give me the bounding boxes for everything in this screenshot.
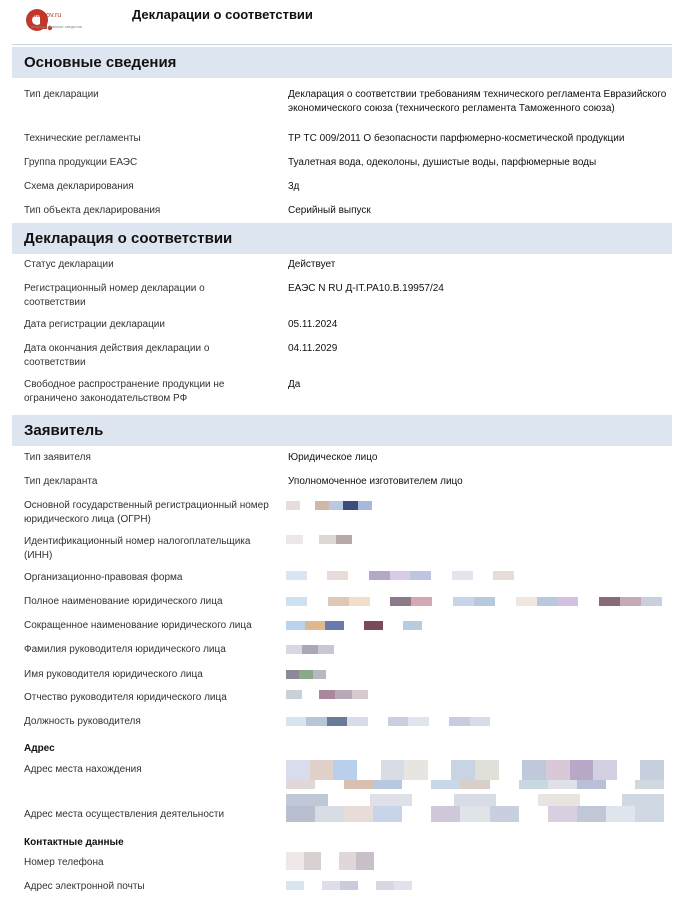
redacted-short-name [286, 621, 422, 630]
logo-subtext: аккредитованные сведения [31, 24, 82, 29]
label-activity-address: Адрес места осуществления деятельности [24, 809, 225, 820]
value-registration-number: ЕАЭС N RU Д-IT.PA10.B.19957/24 [288, 283, 444, 294]
label-head-surname: Фамилия руководителя юридического лица [24, 644, 226, 655]
label-full-name: Полное наименование юридического лица [24, 596, 223, 607]
label-registration-number: Регистрационный номер декларации о соответствии [24, 283, 205, 308]
section-applicant-header: Заявитель [12, 415, 672, 446]
value-declaration-scheme: 3д [288, 181, 300, 192]
redacted-email [286, 881, 412, 890]
redacted-head-patronymic [286, 690, 368, 699]
redacted-legal-form [286, 571, 514, 580]
value-registration-date: 05.11.2024 [288, 319, 338, 330]
value-tech-regulations: ТР ТС 009/2011 О безопасности парфюмерно-косметической продукции [288, 133, 625, 144]
value-applicant-type: Юридическое лицо [288, 452, 378, 463]
label-inn: Идентификационный номер налогоплательщика (ИНН) [24, 536, 251, 561]
value-product-group: Туалетная вода, одеколоны, душистые воды, парфюмерные воды [288, 157, 597, 168]
subheading-contacts: Контактные данные [24, 837, 124, 848]
label-declaration-type: Тип декларации [24, 89, 99, 100]
redacted-head-position [286, 717, 490, 726]
label-applicant-type: Тип заявителя [24, 452, 91, 463]
label-object-type: Тип объекта декларирования [24, 205, 161, 216]
redacted-full-name [286, 597, 662, 606]
value-declarant-type: Уполномоченное изготовителем лицо [288, 476, 463, 487]
label-head-position: Должность руководителя [24, 716, 141, 727]
value-expiry-date: 04.11.2029 [288, 343, 338, 354]
page-header [0, 0, 693, 44]
page-title: Декларации о соответствии [132, 7, 313, 22]
label-phone: Номер телефона [24, 857, 104, 868]
redacted-location-address-line2 [286, 780, 664, 790]
redacted-ogrn [286, 501, 372, 510]
value-declaration-status: Действует [288, 259, 336, 270]
value-free-distribution: Да [288, 379, 301, 390]
redacted-phone [286, 852, 374, 870]
redacted-location-address-line1 [286, 760, 664, 780]
label-head-patronymic: Отчество руководителя юридического лица [24, 692, 227, 703]
label-registration-date: Дата регистрации декларации [24, 319, 165, 330]
label-tech-regulations: Технические регламенты [24, 133, 141, 144]
redacted-head-surname [286, 645, 334, 654]
value-object-type: Серийный выпуск [288, 205, 371, 216]
label-declarant-type: Тип декларанта [24, 476, 98, 487]
section-declaration-header: Декларация о соответствии [12, 223, 672, 254]
header-divider [12, 44, 672, 45]
value-declaration-type: Декларация о соответствии требованиям технического регламента Евразийского экономического союза (технического регламента Таможенного союза) [288, 89, 667, 114]
label-free-distribution: Свободное распространение продукции не ограничено законодательством РФ [24, 379, 225, 404]
label-email: Адрес электронной почты [24, 881, 145, 892]
logo-text: fsa.gov.ru [31, 12, 62, 19]
redacted-activity-address-line1 [286, 794, 664, 806]
redacted-activity-address-line2 [286, 806, 664, 822]
label-location-address: Адрес места нахождения [24, 764, 142, 775]
fsa-logo-icon [24, 6, 134, 36]
label-legal-form: Организационно-правовая форма [24, 572, 183, 583]
subheading-address: Адрес [24, 743, 55, 754]
label-short-name: Сокращенное наименование юридического лица [24, 620, 252, 631]
label-ogrn: Основной государственный регистрационный номер юридического лица (ОГРН) [24, 500, 269, 525]
section-basic-header: Основные сведения [12, 47, 672, 78]
label-head-name: Имя руководителя юридического лица [24, 669, 203, 680]
redacted-inn [286, 535, 352, 544]
label-product-group: Группа продукции ЕАЭС [24, 157, 138, 168]
label-expiry-date: Дата окончания действия декларации о соответствии [24, 343, 210, 368]
label-declaration-status: Статус декларации [24, 259, 114, 270]
redacted-head-name [286, 670, 326, 679]
label-declaration-scheme: Схема декларирования [24, 181, 134, 192]
